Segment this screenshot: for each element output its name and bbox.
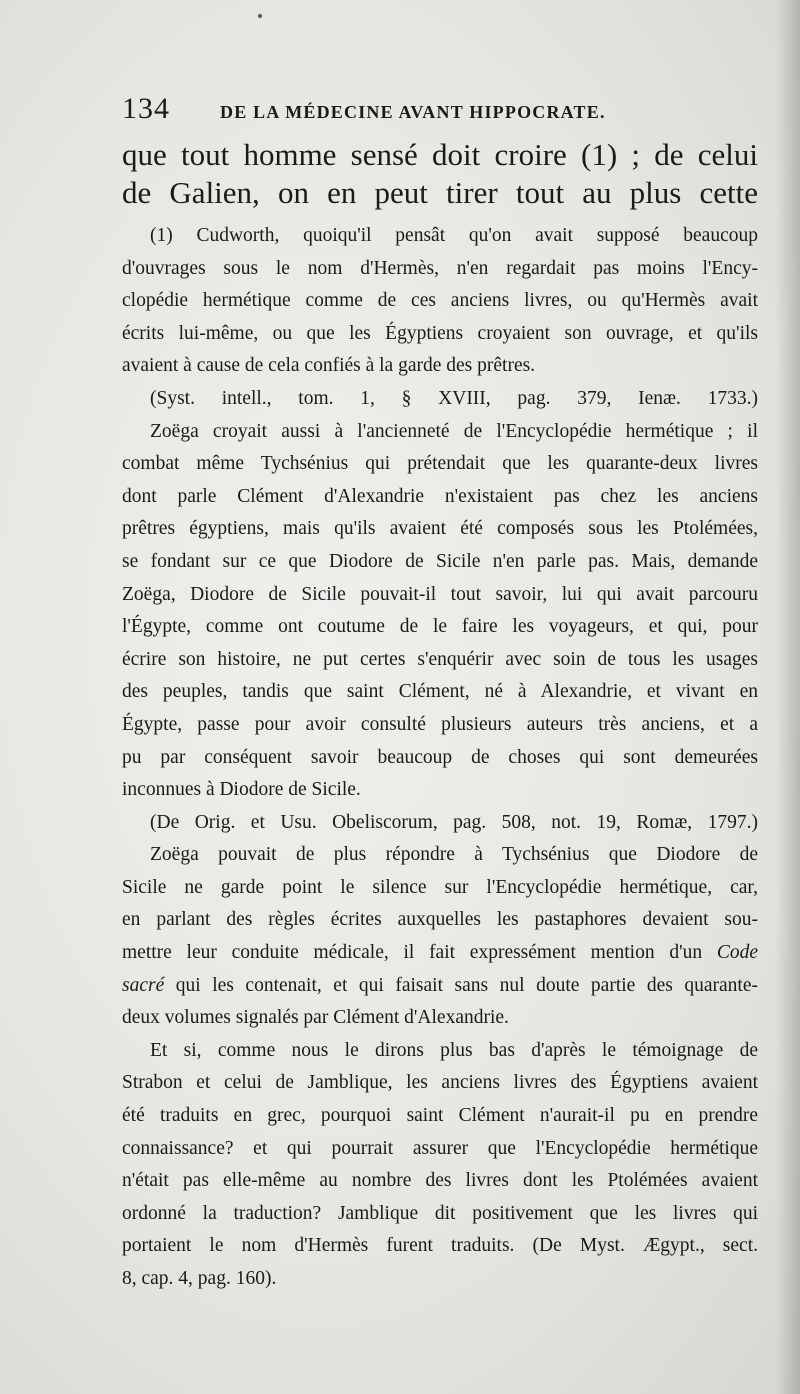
main-text-line: de Galien, on en peut tirer tout au plus cette [122, 175, 758, 210]
footnote-line: prêtres égyptiens, mais qu'ils avaient été composés sous les Ptolémées, [122, 518, 758, 540]
footnote-line: l'Égypte, comme ont coutume de le faire les voyageurs, et qui, pour [122, 616, 758, 638]
footnote-line: écrire son histoire, ne put certes s'enquérir avec soin de tous les usages [122, 648, 758, 670]
footnote-line: Égypte, passe pour avoir consulté plusieurs auteurs très anciens, et a [122, 713, 758, 735]
citation-line: (De Orig. et Usu. Obeliscorum, pag. 508, not. 19, Romæ, 1797.) [150, 811, 758, 833]
main-text-line: que tout homme sensé doit croire (1) ; de celui [122, 137, 758, 172]
running-head [122, 92, 758, 136]
footnote-line: connaissance? et qui pourrait assurer que l'Encyclopédie hermétique [122, 1137, 758, 1159]
footnote [122, 220, 758, 1296]
footnote-line-text: mettre leur conduite médicale, il fait expressément mention d'un [122, 942, 717, 964]
footnote-line: portaient le nom d'Hermès furent traduits. (De Myst. Ægypt., sect. [122, 1235, 758, 1257]
footnote-line: Zoëga croyait aussi à l'ancienneté de l'Encyclopédie hermétique ; il [150, 420, 758, 442]
footnote-line: ordonné la traduction? Jamblique dit positivement que les livres qui [122, 1202, 758, 1224]
footnote-line: d'ouvrages sous le nom d'Hermès, n'en regardait pas moins l'Ency- [122, 257, 758, 279]
footnote-line: écrits lui-même, ou que les Égyptiens croyaient son ouvrage, et qu'ils [122, 322, 758, 344]
gutter-shadow [776, 0, 800, 1394]
footnote-line: Sicile ne garde point le silence sur l'Encyclopédie hermétique, car, [122, 876, 758, 898]
footnote-line: dont parle Clément d'Alexandrie n'existaient pas chez les anciens [122, 485, 758, 507]
footnote-line [122, 937, 758, 970]
footnote-line: se fondant sur ce que Diodore de Sicile n'en parle pas. Mais, demande [122, 550, 758, 572]
italic-sacre: sacré [122, 974, 165, 996]
footnote-line: Zoëga pouvait de plus répondre à Tychsénius que Diodore de [150, 844, 758, 866]
footnote-line: clopédie hermétique comme de ces anciens livres, ou qu'Hermès avait [122, 290, 758, 312]
footnote-line: Zoëga, Diodore de Sicile pouvait-il tout savoir, lui qui avait parcouru [122, 583, 758, 605]
footnote-line: (1) Cudworth, quoiqu'il pensât qu'on avait supposé beaucoup [150, 225, 758, 246]
footnote-line: n'était pas elle-même au nombre des livres dont les Ptolémées avaient [122, 1170, 758, 1192]
running-title: DE LA MÉDECINE AVANT HIPPOCRATE. [220, 102, 606, 122]
footnote-line-text: qui les contenait, et qui faisait sans nul doute partie des quarante- [175, 974, 758, 996]
footnote-line: avaient à cause de cela confiés à la garde des prêtres. [122, 355, 536, 377]
footnote-line [122, 970, 758, 1003]
page-number: 134 [122, 92, 170, 125]
italic-code: Code [716, 942, 758, 964]
footnote-line: inconnues à Diodore de Sicile. [122, 779, 361, 801]
text-block [122, 92, 758, 1296]
footnote-line: 8, cap. 4, pag. 160). [122, 1268, 277, 1289]
ink-speck [258, 14, 262, 18]
footnote-line: deux volumes signalés par Clément d'Alexandrie. [122, 1007, 509, 1029]
footnote-line: combat même Tychsénius qui prétendait que les quarante-deux livres [122, 453, 758, 475]
citation-line: (Syst. intell., tom. 1, § XVIII, pag. 379, Ienæ. 1733.) [150, 387, 758, 409]
footnote-line: Strabon et celui de Jamblique, les anciens livres des Égyptiens avaient [122, 1072, 758, 1094]
main-text [122, 136, 758, 212]
footnote-line: été traduits en grec, pourquoi saint Clément n'aurait-il pu en prendre [122, 1105, 758, 1127]
footnote-line: en parlant des règles écrites auxquelles les pastaphores devaient sou- [122, 909, 758, 931]
footnote-line: des peuples, tandis que saint Clément, né à Alexandrie, et vivant en [122, 681, 758, 703]
footnote-line: pu par conséquent savoir beaucoup de choses qui sont demeurées [122, 746, 758, 768]
footnote-line: Et si, comme nous le dirons plus bas d'après le témoignage de [150, 1039, 758, 1061]
